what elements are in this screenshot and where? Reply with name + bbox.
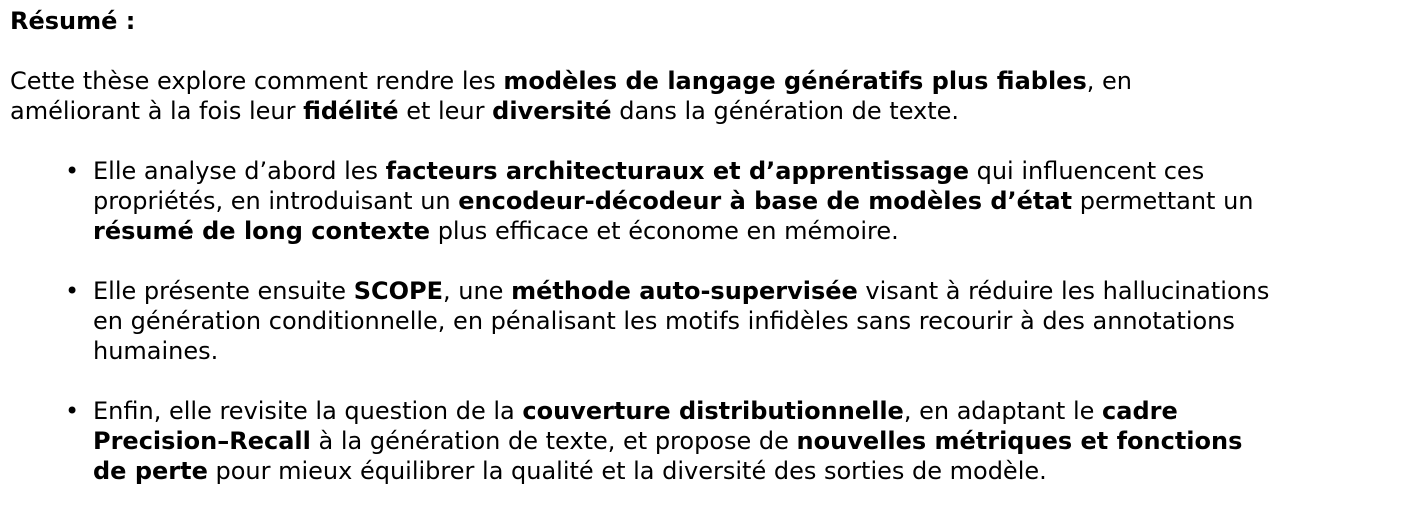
key-points-list [10,156,1408,486]
bullet-icon: • [65,277,80,305]
text-run: humaines. [93,337,219,365]
text-run: à la génération de texte, et propose de [310,427,797,455]
text-run: qui influencent ces [968,157,1205,185]
text-run-bold: cadre [1102,397,1178,425]
text-run: améliorant à la fois leur [10,97,304,125]
bullet-icon: • [65,397,80,425]
list-item [10,276,1408,366]
text-run: Elle présente ensuite [93,277,354,305]
text-run-bold: modèles de langage génératifs plus fiables [503,67,1087,95]
list-item [10,396,1408,486]
text-run: , en adaptant le [903,397,1103,425]
text-run: et leur [398,97,493,125]
intro-paragraph [10,66,1408,126]
text-run-bold: facteurs architecturaux et d’apprentissage [385,157,969,185]
text-run: dans la génération de texte. [611,97,960,125]
text-run-bold: nouvelles métriques et fonctions [796,427,1243,455]
text-run-bold: résumé de long contexte [93,217,431,245]
text-run-bold: SCOPE [353,277,443,305]
text-run-bold: de perte [93,457,208,485]
text-run-bold: fidélité [303,97,399,125]
text-run: Cette thèse explore comment rendre les [10,67,504,95]
section-heading: Résumé : [10,7,136,35]
text-run: , en [1086,67,1132,95]
text-run: en génération conditionnelle, en pénalisant les motifs infidèles sans recourir à des annotations [93,307,1235,335]
text-run: pour mieux équilibrer la qualité et la diversité des sorties de modèle. [207,457,1047,485]
text-run-bold: couverture distributionnelle [522,397,904,425]
text-run-bold: méthode auto-supervisée [511,277,858,305]
text-run-bold: diversité [492,97,612,125]
bullet-icon: • [65,157,80,185]
text-run: plus efficace et économe en mémoire. [430,217,899,245]
text-run: , une [442,277,512,305]
text-run-bold: Precision–Recall [93,427,311,455]
list-item [10,156,1408,246]
text-run: permettant un [1072,187,1254,215]
text-run: Elle analyse d’abord les [93,157,386,185]
text-run: Enfin, elle revisite la question de la [93,397,523,425]
text-run: visant à réduire les hallucinations [857,277,1270,305]
text-run: propriétés, en introduisant un [93,187,459,215]
text-run-bold: encodeur-décodeur à base de modèles d’état [458,187,1073,215]
